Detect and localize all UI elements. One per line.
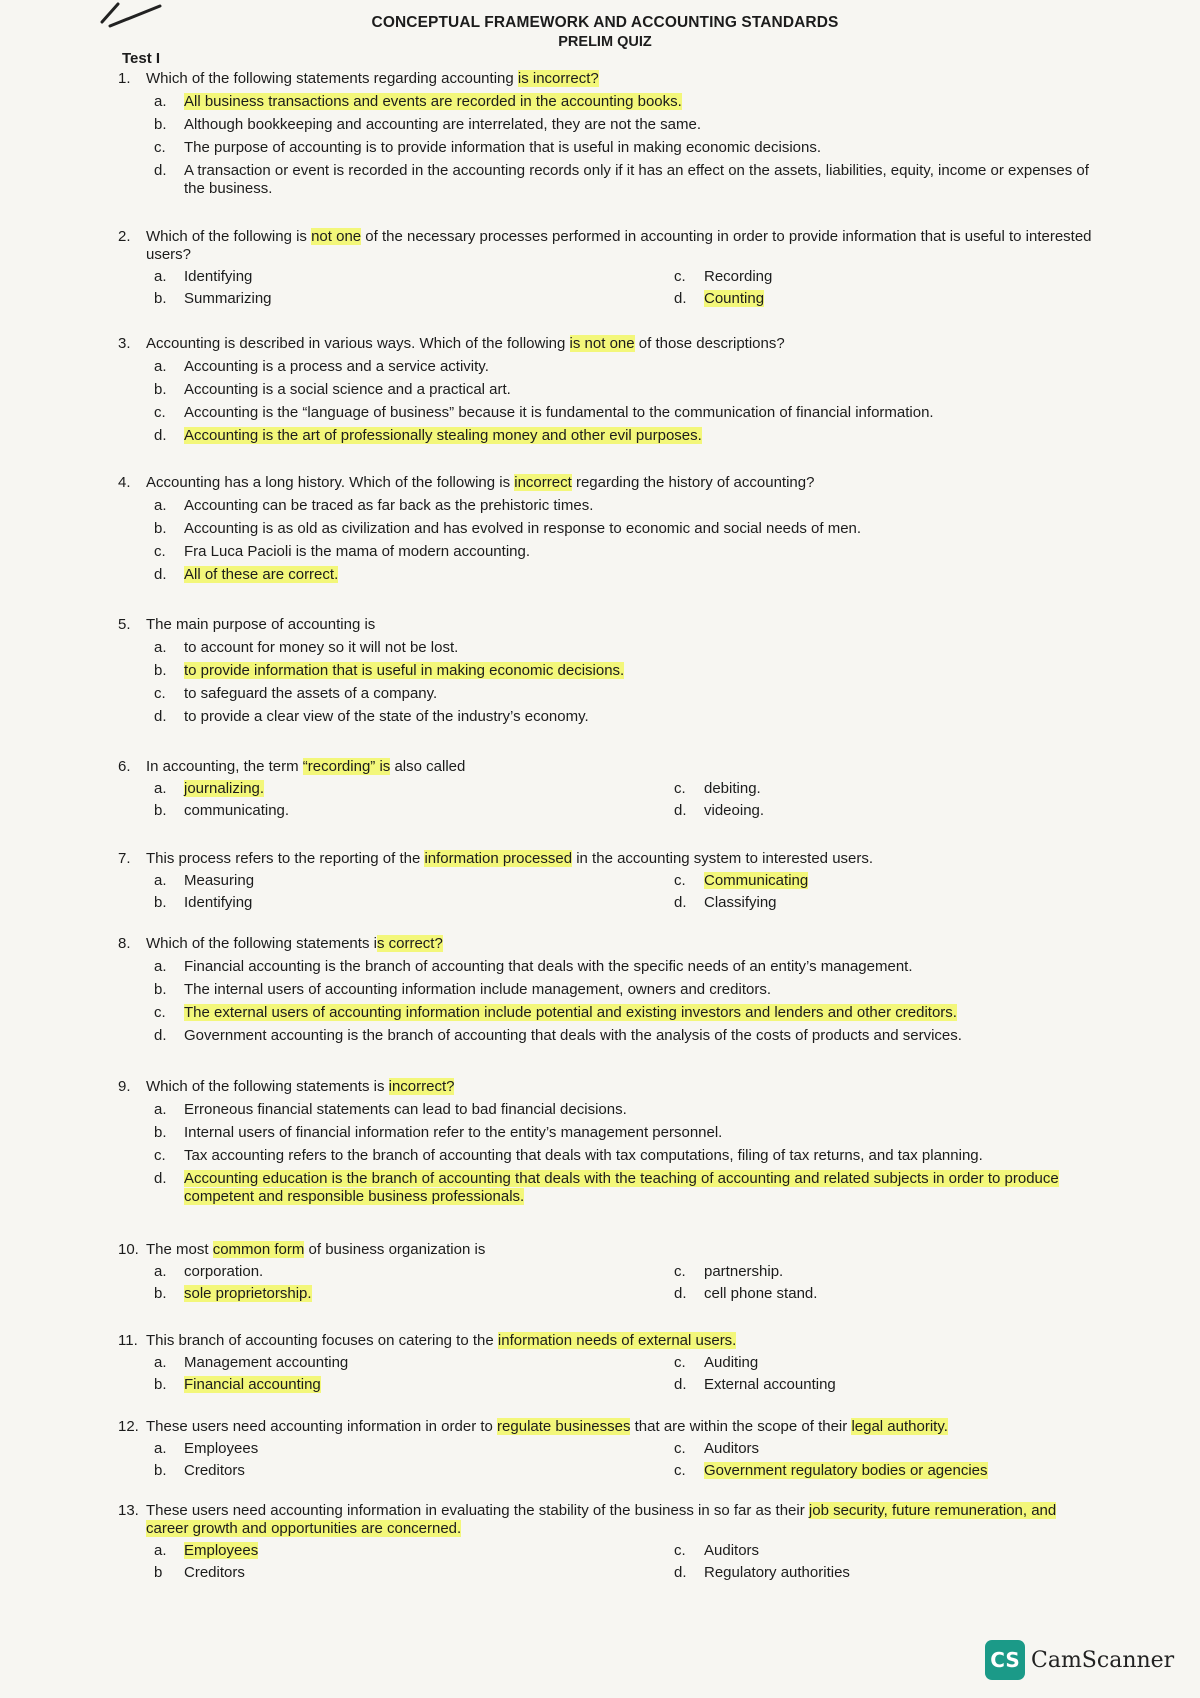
option-c: c. to safeguard the assets of a company. — [154, 685, 438, 702]
option-a: a. Erroneous financial statements can lead to bad financial decisions. — [154, 1101, 627, 1118]
option-a: a. Financial accounting is the branch of accounting that deals with the specific needs of an entity’s management. — [154, 958, 913, 975]
option-a: a. Measuring — [154, 872, 255, 889]
question-9: 9. Which of the following statements is incorrect? a. Erroneous financial statements can lead to bad financial decisions. b. Internal users of financial information refer to the entity’s management personnel. c. Tax accounting refers to the branch of accounting that deals with tax computations, filing of tax returns, and tax planning. d. Accounting education is the branch of accounting that deals with the teaching of accounting and related subjects in order to produce competent and responsible business professionals. — [118, 1078, 1098, 1206]
option-b: b. Internal users of financial information refer to the entity’s management personnel. — [154, 1124, 723, 1141]
question-6: 6. In accounting, the term “recording” is also called a. journalizing. c. debiting. b. communicating. d. videoing. — [118, 758, 1098, 820]
camscanner-name: CamScanner — [1031, 1647, 1175, 1673]
option-b: b. Financial accounting — [154, 1376, 321, 1393]
option-c: c. Recording — [674, 268, 773, 285]
question-stem: Accounting has a long history. Which of the following is incorrect regarding the history of accounting? — [146, 474, 815, 491]
option-a: a. journalizing. — [154, 780, 265, 797]
option-a: a. Identifying — [154, 268, 253, 285]
option-c: c. debiting. — [674, 780, 761, 797]
question-stem: Which of the following statements is correct? — [146, 935, 443, 952]
option-b: b. Accounting is a social science and a practical art. — [154, 381, 511, 398]
option-b: b. Although bookkeeping and accounting are interrelated, they are not the same. — [154, 116, 702, 133]
option-c: c. Auditors — [674, 1542, 760, 1559]
option-b: b. The internal users of accounting information include management, owners and creditors. — [154, 981, 771, 998]
question-stem: These users need accounting information in evaluating the stability of the business in so far as their job security, future remuneration, and career growth and opportunities are concerned. — [146, 1502, 1057, 1537]
camscanner-logo-icon: CS — [985, 1640, 1025, 1680]
question-stem: Which of the following statements regarding accounting is incorrect? — [146, 70, 599, 87]
document-subtitle: PRELIM QUIZ — [558, 34, 652, 50]
option-b: b. Accounting is as old as civilization and has evolved in response to economic and social needs of men. — [154, 520, 862, 537]
option-a: a. All business transactions and events are recorded in the accounting books. — [154, 93, 682, 110]
question-7: 7. This process refers to the reporting of the information processed in the accounting system to interested users. a. Measuring c. Communicating b. Identifying d. Classifying — [118, 850, 1098, 912]
option-d: d. Regulatory authorities — [674, 1564, 850, 1581]
option-b: b. Identifying — [154, 894, 253, 911]
option-c: c. partnership. — [674, 1263, 784, 1280]
option-b: b Creditors — [154, 1564, 245, 1581]
test-label: Test I — [122, 50, 161, 67]
question-stem: Which of the following is not one of the necessary processes performed in accounting in order to provide information that is useful to interested users? — [146, 228, 1092, 263]
question-1: 1. Which of the following statements regarding accounting is incorrect? a. All business transactions and events are recorded in the accounting books. b. Although bookkeeping and accounting are interrelated, they are not the same. c. The purpose of accounting is to provide information that is useful in making economic decisions. d. A transaction or event is recorded in the accounting records only if it has an effect on the assets, liabilities, equity, income or expenses of the business. — [118, 70, 1098, 198]
option-a: a. corporation. — [154, 1263, 264, 1280]
option-a: a. Employees — [154, 1542, 259, 1559]
question-3: 3. Accounting is described in various ways. Which of the following is not one of those descriptions? a. Accounting is a process and a service activity. b. Accounting is a social science and a practical art. c. Accounting is the “language of business” because it is fundamental to the communication of financial information. d. Accounting is the art of professionally stealing money and other evil purposes. — [118, 335, 1098, 445]
option-d: d. A transaction or event is recorded in the accounting records only if it has an effect on the assets, liabilities, equity, income or expenses of the business. — [154, 162, 1089, 197]
option-d: d. videoing. — [674, 802, 765, 819]
question-13: 13. These users need accounting information in evaluating the stability of the business in so far as their job security, future remuneration, and career growth and opportunities are concerned. a. Employees c. Auditors b Creditors d. Regulatory authorities — [118, 1502, 1098, 1582]
document-title: CONCEPTUAL FRAMEWORK AND ACCOUNTING STANDARDS — [371, 14, 839, 31]
question-stem: In accounting, the term “recording” is also called — [146, 758, 466, 775]
option-c: c. Auditors — [674, 1440, 760, 1457]
option-a: a. Management accounting — [154, 1354, 349, 1371]
option-a: a. Accounting can be traced as far back as the prehistoric times. — [154, 497, 594, 514]
question-8: 8. Which of the following statements is correct? a. Financial accounting is the branch of accounting that deals with the specific needs of an entity’s management. b. The internal users of accounting information include management, owners and creditors. c. The external users of accounting information include potential and existing investors and lenders and other creditors. d. Government accounting is the branch of accounting that deals with the analysis of the costs of products and services. — [118, 935, 1098, 1045]
option-d: d. Accounting education is the branch of accounting that deals with the teaching of accounting and related subjects in order to produce competent and responsible business professionals. — [154, 1170, 1059, 1205]
option-b: b. Creditors — [154, 1462, 245, 1479]
question-2: 2. Which of the following is not one of the necessary processes performed in accounting in order to provide information that is useful to interested users? a. Identifying c. Recording b. Summarizing d. Counting — [118, 228, 1098, 308]
option-d: d. Accounting is the art of professionally stealing money and other evil purposes. — [154, 427, 702, 444]
option-a: a. Accounting is a process and a service activity. — [154, 358, 489, 375]
question-5: 5. The main purpose of accounting is a. to account for money so it will not be lost. b. to provide information that is useful in making economic decisions. c. to safeguard the assets of a company. d. to provide a clear view of the state of the industry’s economy. — [118, 616, 1098, 726]
question-4: 4. Accounting has a long history. Which of the following is incorrect regarding the history of accounting? a. Accounting can be traced as far back as the prehistoric times. b. Accounting is as old as civilization and has evolved in response to economic and social needs of men. c. Fra Luca Pacioli is the mama of modern accounting. d. All of these are correct. — [118, 474, 1098, 584]
question-10: 10. The most common form of business organization is a. corporation. c. partnership. b. sole proprietorship. d. cell phone stand. — [118, 1241, 1098, 1303]
question-stem: Which of the following statements is incorrect? — [146, 1078, 455, 1095]
option-d: d. cell phone stand. — [674, 1285, 818, 1302]
option-d: d. Counting — [674, 290, 765, 307]
option-b: b. sole proprietorship. — [154, 1285, 312, 1302]
option-c: c. The purpose of accounting is to provide information that is useful in making economic decisions. — [154, 139, 822, 156]
option-d: d. External accounting — [674, 1376, 836, 1393]
option-b: b. Summarizing — [154, 290, 272, 307]
option-d: d. Government accounting is the branch of accounting that deals with the analysis of the costs of products and services. — [154, 1027, 962, 1044]
option-c: c. Communicating — [674, 872, 809, 889]
document-header — [330, 14, 880, 50]
question-11: 11. This branch of accounting focuses on catering to the information needs of external users. a. Management accounting c. Auditing b. Financial accounting d. External accounting — [118, 1332, 1098, 1394]
question-12: 12. These users need accounting information in order to regulate businesses that are within the scope of their legal authority. a. Employees c. Auditors b. Creditors c. Government regulatory bodies or agencies — [118, 1418, 1098, 1480]
question-stem: This process refers to the reporting of the information processed in the accounting system to interested users. — [146, 850, 874, 867]
pen-mark-icon — [100, 0, 170, 30]
option-a: a. to account for money so it will not be lost. — [154, 639, 459, 656]
option-c: c. Fra Luca Pacioli is the mama of modern accounting. — [154, 543, 531, 560]
camscanner-watermark — [985, 1640, 1174, 1680]
question-stem: The most common form of business organization is — [146, 1241, 486, 1258]
question-stem: The main purpose of accounting is — [146, 616, 376, 633]
option-b: b. communicating. — [154, 802, 290, 819]
option-d: d. All of these are correct. — [154, 566, 339, 583]
option-d: d. Classifying — [674, 894, 777, 911]
question-stem: This branch of accounting focuses on catering to the information needs of external users. — [146, 1332, 737, 1349]
option-d: c. Government regulatory bodies or agencies — [674, 1462, 988, 1479]
option-c: c. Accounting is the “language of business” because it is fundamental to the communication of financial information. — [154, 404, 934, 421]
question-stem: Accounting is described in various ways. Which of the following is not one of those descriptions? — [146, 335, 785, 352]
option-a: a. Employees — [154, 1440, 259, 1457]
option-d: d. to provide a clear view of the state of the industry’s economy. — [154, 708, 589, 725]
option-c: c. Tax accounting refers to the branch of accounting that deals with tax computations, filing of tax returns, and tax planning. — [154, 1147, 983, 1164]
option-b: b. to provide information that is useful in making economic decisions. — [154, 662, 625, 679]
option-c: c. The external users of accounting information include potential and existing investors and lenders and other creditors. — [154, 1004, 957, 1021]
option-c: c. Auditing — [674, 1354, 759, 1371]
question-stem: These users need accounting information in order to regulate businesses that are within the scope of their legal authority. — [146, 1418, 948, 1435]
